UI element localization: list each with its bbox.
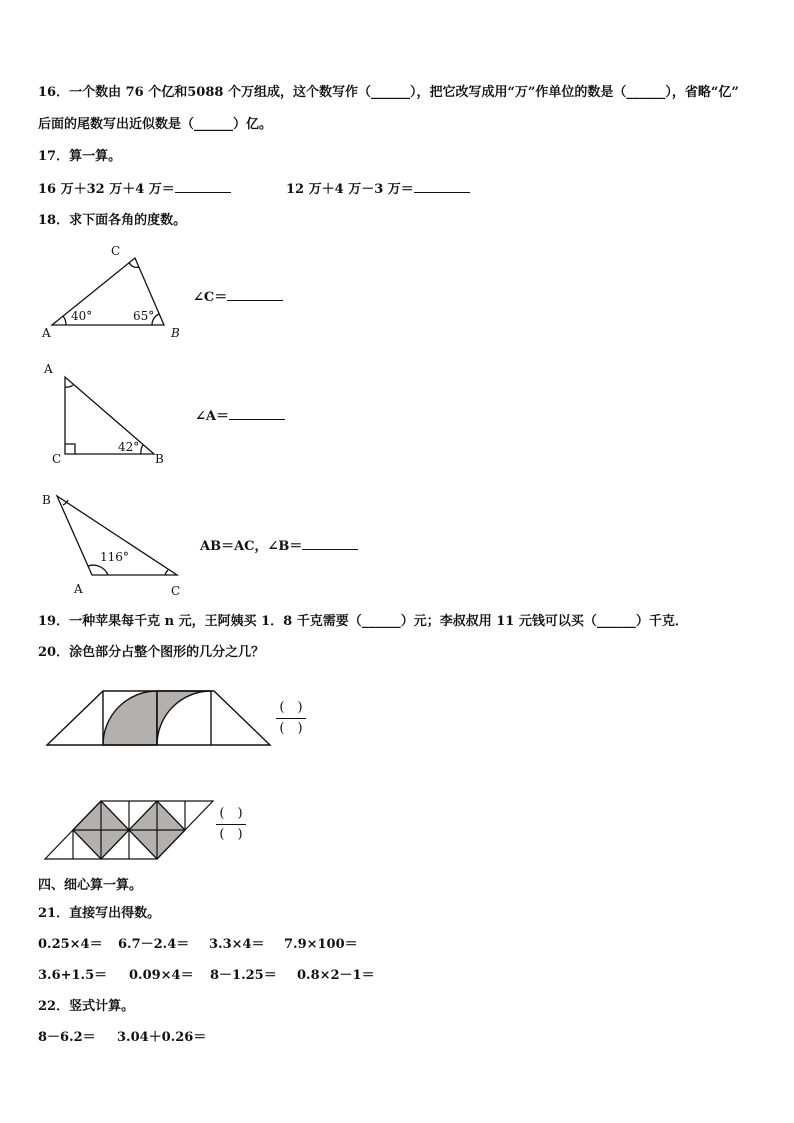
q17-title: 17．算一算。 bbox=[38, 149, 122, 164]
q21-r2-c2: 0.09×4＝ bbox=[129, 968, 194, 983]
tri2-angle-b: 42° bbox=[118, 440, 140, 454]
triangle-2 bbox=[65, 377, 154, 454]
fraction-numerator: ( ) bbox=[219, 806, 243, 821]
q16-line1: 16．一个数由 76 个亿和5088 个万组成，这个数写作（______），把它改写成用“万”作单位的数是（______），省略“亿” bbox=[38, 85, 739, 100]
q18-tri2-question-text: ∠A＝ bbox=[195, 409, 229, 424]
q21-title: 21．直接写出得数。 bbox=[38, 906, 161, 921]
tri1-angle-b: 65° bbox=[133, 309, 155, 323]
tri1-label-a: A bbox=[42, 326, 51, 340]
fraction-answer-1[interactable] bbox=[274, 700, 308, 737]
q17-expr1-text: 16 万＋32 万＋4 万＝ bbox=[38, 182, 175, 197]
q21-r1-c4: 7.9×100＝ bbox=[284, 937, 358, 952]
q17-expr2-text: 12 万＋4 万－3 万＝ bbox=[286, 182, 414, 197]
q16-line2: 后面的尾数写出近似数是（______）亿。 bbox=[38, 117, 273, 132]
trapezoid-figure bbox=[47, 691, 270, 745]
answer-blank[interactable] bbox=[229, 407, 285, 420]
q18-title: 18．求下面各角的度数。 bbox=[38, 213, 187, 228]
tri3-label-a: A bbox=[74, 582, 83, 596]
tri1-label-b: B bbox=[171, 326, 180, 340]
q21-r1-c2: 6.7－2.4＝ bbox=[118, 937, 190, 952]
q22-title: 22．竖式计算。 bbox=[38, 999, 135, 1014]
q21-r1-c3: 3.3×4＝ bbox=[209, 937, 265, 952]
tri2-label-a: A bbox=[44, 362, 53, 376]
tri3-label-c: C bbox=[171, 584, 181, 598]
q19-text: 19．一种苹果每千克 n 元，王阿姨买 1．8 千克需要（______）元；李叔叔用 11 元钱可以买（______）千克． bbox=[38, 614, 688, 629]
q18-tri1-question bbox=[193, 288, 283, 306]
fraction-bar bbox=[216, 824, 246, 825]
tri3-angle-a: 116° bbox=[100, 550, 129, 564]
parallelogram-figure bbox=[45, 801, 213, 859]
q21-r2-c4: 0.8×2－1＝ bbox=[297, 968, 375, 983]
fraction-answer-2[interactable] bbox=[214, 806, 248, 843]
q18-tri1-question-text: ∠C＝ bbox=[193, 290, 228, 305]
fraction-bar bbox=[276, 718, 306, 719]
shaded-region bbox=[103, 691, 157, 745]
fraction-denominator: ( ) bbox=[219, 827, 243, 842]
tri2-label-c: C bbox=[52, 452, 62, 466]
q22-item-2: 3.04＋0.26＝ bbox=[117, 1030, 207, 1045]
tri1-angle-a: 40° bbox=[71, 309, 93, 323]
tri1-label-c: C bbox=[111, 244, 121, 258]
q21-r1-c1: 0.25×4＝ bbox=[38, 937, 103, 952]
answer-blank[interactable] bbox=[302, 537, 358, 550]
q22-item-1: 8－6.2＝ bbox=[38, 1030, 96, 1045]
section4-title: 四、细心算一算。 bbox=[38, 878, 143, 893]
fraction-denominator: ( ) bbox=[279, 721, 303, 736]
q21-r2-c3: 8－1.25＝ bbox=[210, 968, 277, 983]
q18-tri3-question bbox=[200, 537, 358, 555]
q20-title: 20．涂色部分占整个图形的几分之几？ bbox=[38, 645, 265, 660]
q18-tri3-question-text: AB＝AC，∠B＝ bbox=[200, 539, 303, 554]
answer-blank[interactable] bbox=[227, 288, 283, 301]
tri3-label-b: B bbox=[42, 493, 51, 507]
q21-r2-c1: 3.6+1.5＝ bbox=[38, 968, 108, 983]
tri2-label-b: B bbox=[155, 452, 164, 466]
fraction-numerator: ( ) bbox=[279, 700, 303, 715]
shaded-region bbox=[157, 691, 211, 745]
q18-tri2-question bbox=[195, 407, 285, 425]
